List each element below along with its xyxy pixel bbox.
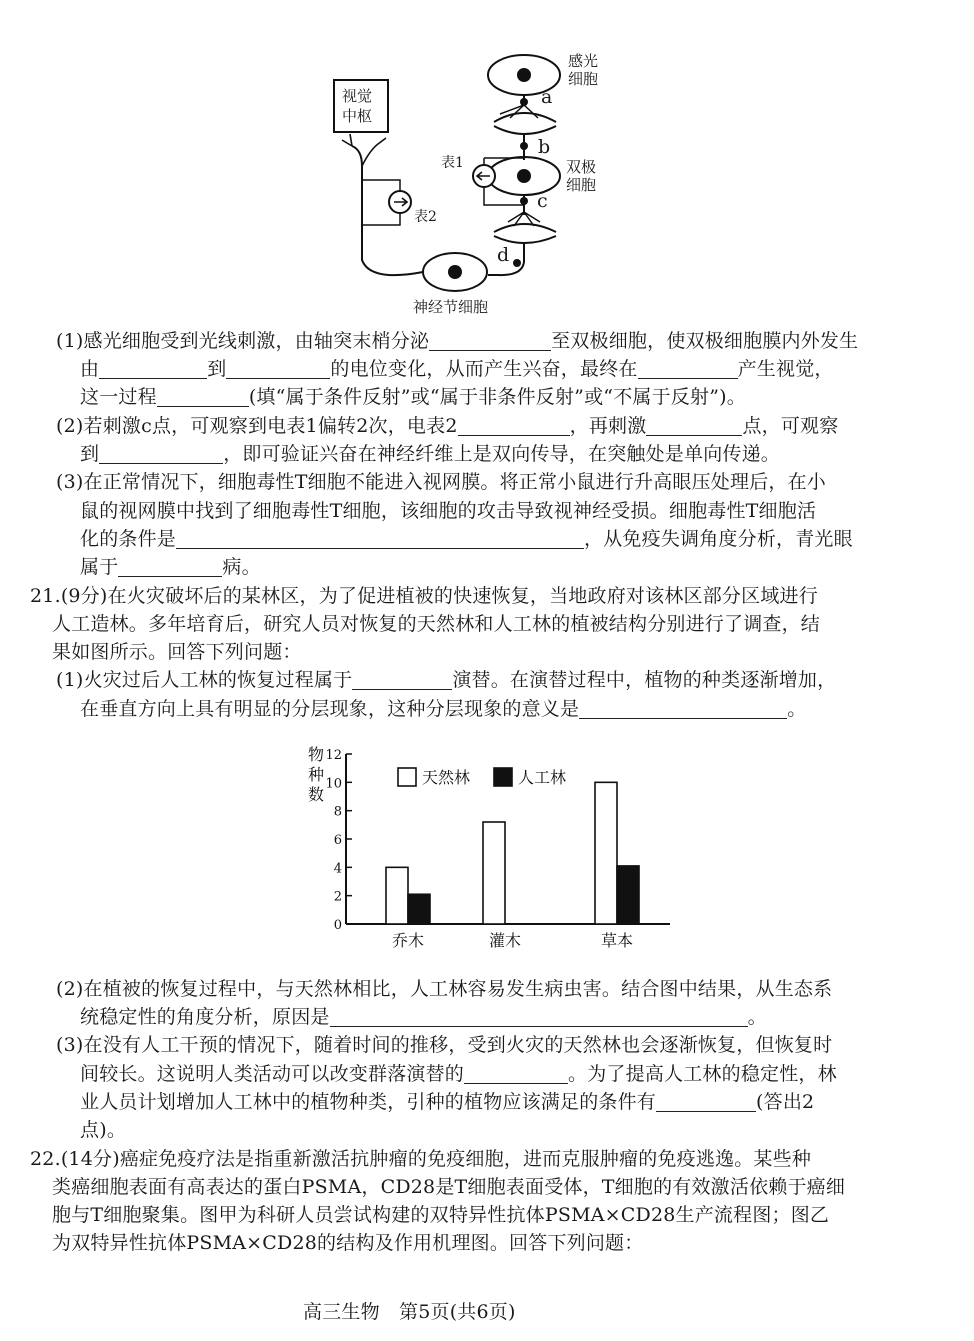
answer-blank <box>352 669 452 690</box>
q21-line2: 人工造林。多年培育后，研究人员对恢复的天然林和人工林的植被结构分别进行了调查，结 <box>52 613 821 635</box>
q21-p1-line2 <box>80 695 806 723</box>
q21-p3-l2-a: 间较长。这说明人类活动可以改变群落演替的 <box>80 1063 465 1085</box>
q20-p2-line2 <box>80 440 780 468</box>
legend-label: 人工林 <box>518 768 567 787</box>
q20-p2-l1-c: 点，可观察 <box>742 415 839 437</box>
bar <box>617 866 639 924</box>
y-tick-label: 0 <box>333 918 342 933</box>
q20-p2-l1-a: (2)若刺激c点，可观察到电表1偏转2次，电表2 <box>56 415 458 437</box>
q21-p1-l1-b: 演替。在演替过程中，植物的种类逐渐增加， <box>452 669 837 691</box>
q20-p2-l2-a: 到 <box>80 443 100 465</box>
answer-blank <box>464 1063 568 1084</box>
bar-chart <box>290 738 690 958</box>
meter1-label: 表1 <box>441 155 464 171</box>
answer-blank <box>638 358 738 379</box>
legend-swatch <box>398 768 416 786</box>
x-category-label: 草本 <box>600 931 634 950</box>
visual-center-label: 视觉 中枢 <box>342 87 373 125</box>
y-tick-label: 12 <box>325 748 342 763</box>
q21-p1-l1-a: (1)火灾过后人工林的恢复过程属于 <box>56 669 353 691</box>
q21-p2-l2-a: 统稳定性的角度分析，原因是 <box>80 1006 330 1028</box>
y-axis-label: 种 <box>308 765 325 784</box>
bar <box>595 782 617 924</box>
answer-blank <box>99 443 223 464</box>
q22-line2: 类癌细胞表面有高表达的蛋白PSMA，CD28是T细胞表面受体，T细胞的有效激活依赖于癌细 <box>52 1176 846 1198</box>
q20-p3-l4-b: 病。 <box>222 556 261 578</box>
q21-p3-line2 <box>80 1060 837 1088</box>
q21-p1-line1 <box>56 666 836 694</box>
q20-p3-line1: (3)在正常情况下，细胞毒性T细胞不能进入视网膜。将正常小鼠进行升高眼压处理后，在小 <box>56 471 826 493</box>
y-tick-label: 2 <box>333 889 342 905</box>
q21-p2-line2 <box>80 1003 767 1031</box>
q21-p1-l2-a: 在垂直方向上具有明显的分层现象，这种分层现象的意义是 <box>80 698 580 720</box>
q20-p2-l1-b: ，再刺激 <box>569 415 647 437</box>
page-footer: 高三生物 第5页(共6页) <box>303 1301 516 1323</box>
point-b-label: b <box>538 136 551 158</box>
answer-blank <box>157 386 249 407</box>
q21-p3-l2-b: 。为了提高人工林的稳定性，林 <box>568 1063 837 1085</box>
q21-p3-line3 <box>80 1088 814 1116</box>
answer-blank <box>429 330 551 351</box>
q21-line1: 21.(9分)在火灾破坏后的某林区，为了促进植被的快速恢复，当地政府对该林区部分区域进行 <box>30 585 818 607</box>
point-d-label: d <box>497 244 510 266</box>
legend-swatch <box>494 768 512 786</box>
bar <box>483 822 505 924</box>
q20-p1-line3 <box>80 383 746 411</box>
q22-line3: 胞与T细胞聚集。图甲为科研人员尝试构建的双特异性抗体PSMA×CD28生产流程图；图乙 <box>52 1204 830 1226</box>
y-axis-label: 物 <box>308 745 325 764</box>
q21-p3-l3-b: (答出2 <box>756 1091 815 1113</box>
q21-line3: 果如图所示。回答下列问题： <box>52 641 302 663</box>
y-tick-label: 8 <box>333 804 342 820</box>
q20-p1-l2-a: 由 <box>80 358 100 380</box>
q21-p3-l3-a: 业人员计划增加人工林中的植物种类，引种的植物应该满足的条件有 <box>80 1091 657 1113</box>
answer-blank <box>579 698 787 719</box>
bipolar-label: 双极 细胞 <box>566 158 597 194</box>
q20-p3-line2: 鼠的视网膜中找到了细胞毒性T细胞，该细胞的攻击导致视神经受损。细胞毒性T细胞活 <box>80 500 817 522</box>
photoreceptor-label: 感光 细胞 <box>568 52 599 88</box>
bar <box>408 894 430 924</box>
q20-p3-line4 <box>80 553 261 581</box>
x-category-label: 乔木 <box>391 931 425 950</box>
q20-p3-l3-b: ，从免疫失调角度分析，青光眼 <box>584 528 853 550</box>
q20-p1-line2 <box>80 355 834 383</box>
answer-blank <box>656 1091 756 1112</box>
x-category-label: 灌木 <box>488 931 522 950</box>
q21-p3-line4: 点)。 <box>80 1119 127 1141</box>
q22-line4: 为双特异性抗体PSMA×CD28的结构及作用机理图。回答下列问题： <box>52 1232 644 1254</box>
bar <box>386 867 408 924</box>
q20-p1-line1 <box>56 327 858 355</box>
q20-p1-l2-d: 产生视觉， <box>737 358 834 380</box>
q20-p1-l1-a: (1)感光细胞受到光线刺激，由轴突末梢分泌 <box>56 330 430 352</box>
answer-blank <box>458 415 570 436</box>
q22-line1: 22.(14分)癌症免疫疗法是指重新激活抗肿瘤的免疫细胞，进而克服肿瘤的免疫逃逸。某些种 <box>30 1148 812 1170</box>
point-c-label: c <box>537 190 548 212</box>
answer-blank <box>226 358 330 379</box>
q20-p3-line3 <box>80 525 853 553</box>
y-tick-label: 6 <box>333 833 342 848</box>
q21-p3-line1: (3)在没有人工干预的情况下，随着时间的推移，受到火灾的天然林也会逐渐恢复，但恢复时 <box>56 1034 833 1056</box>
legend-label: 天然林 <box>422 768 471 787</box>
answer-blank <box>330 1006 748 1027</box>
point-a-label: a <box>541 86 553 108</box>
ganglion-label: 神经节细胞 <box>413 298 489 316</box>
q21-p2-line1: (2)在植被的恢复过程中，与天然林相比，人工林容易发生病虫害。结合图中结果，从生态系 <box>56 978 833 1000</box>
q20-p3-l4-a: 属于 <box>80 556 119 578</box>
q21-p2-l2-b: 。 <box>747 1006 767 1028</box>
q20-p3-l3-a: 化的条件是 <box>80 528 177 550</box>
q20-p1-l3-a: 这一过程 <box>80 386 157 408</box>
y-tick-label: 10 <box>325 776 342 792</box>
meter2-label: 表2 <box>414 209 437 225</box>
q20-p1-l2-c: 的电位变化，从而产生兴奋，最终在 <box>330 358 638 380</box>
neural-diagram <box>0 0 974 330</box>
q20-p1-l3-b: (填“属于条件反射”或“属于非条件反射”或“不属于反射”)。 <box>248 386 746 408</box>
answer-blank <box>99 358 207 379</box>
answer-blank <box>118 556 222 577</box>
y-tick-label: 4 <box>333 861 342 877</box>
q20-p1-l2-b: 到 <box>207 358 227 380</box>
answer-blank <box>176 528 584 549</box>
q20-p2-line1 <box>56 412 838 440</box>
q21-p1-l2-b: 。 <box>787 698 807 720</box>
q20-p1-l1-b: 至双极细胞，使双极细胞膜内外发生 <box>551 330 859 352</box>
q20-p2-l2-b: ，即可验证兴奋在神经纤维上是双向传导，在突触处是单向传递。 <box>223 443 781 465</box>
y-axis-label: 数 <box>308 785 325 804</box>
answer-blank <box>646 415 742 436</box>
